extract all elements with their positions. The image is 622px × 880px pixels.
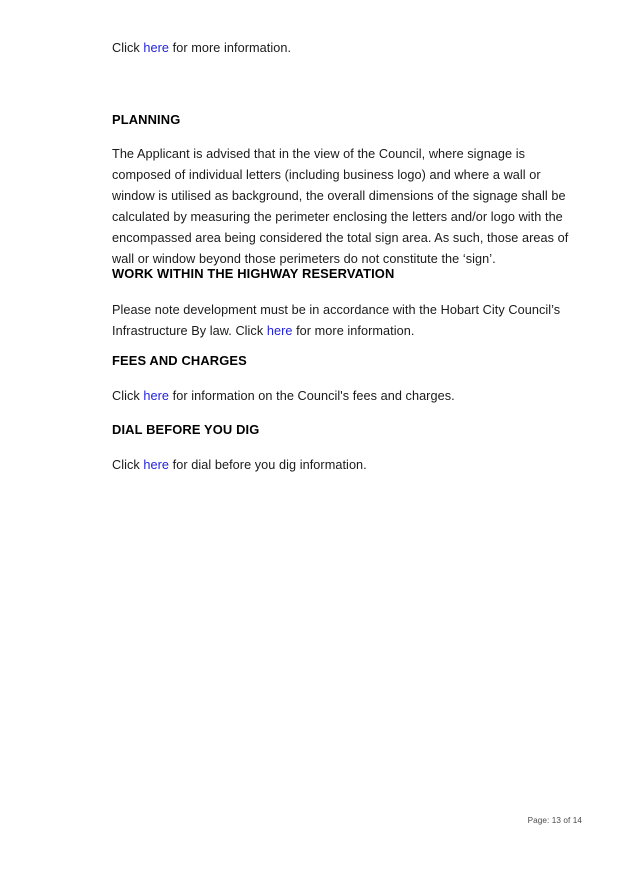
highway-body-suffix-text: for more information. [292, 324, 415, 338]
section-body-planning: The Applicant is advised that in the view of the Council, where signage is composed of individual letters (including business logo) and where a wall or window is utilised as background, the overall dimensions of the signage shall be calculated by measuring the perimeter enclosing the letters and/or logo with the encompassed area being considered the total sign area. As such, those areas of wall or window beyond those perimeters do not constitute the ‘sign’. [112, 147, 569, 266]
dial-body-suffix-text: for dial before you dig information. [169, 458, 367, 472]
intro-here-link[interactable]: here [143, 41, 170, 55]
section-heading-fees-and-charges: FEES AND CHARGES [112, 353, 247, 368]
intro-paragraph [112, 38, 582, 59]
highway-body-prefix-text: Please note development must be in accordance with the Hobart City Council’s Infrastructure By law. Click [112, 303, 561, 338]
page-number-footer: Page: 13 of 14 [527, 816, 582, 825]
section-body-fees-and-charges [112, 386, 582, 407]
section-heading-planning: PLANNING [112, 112, 181, 127]
highway-here-link[interactable]: here [266, 324, 293, 338]
intro-prefix-text: Click [112, 41, 144, 55]
fees-body-prefix-text: Click [112, 389, 144, 403]
section-body-dial-before-you-dig [112, 455, 582, 476]
dial-body-prefix-text: Click [112, 458, 144, 472]
fees-body-suffix-text: for information on the Council's fees and charges. [169, 389, 455, 403]
section-heading-dial-before-you-dig: DIAL BEFORE YOU DIG [112, 422, 260, 437]
section-body-highway-reservation [112, 300, 582, 342]
intro-suffix-text: for more information. [169, 41, 292, 55]
fees-here-link[interactable]: here [143, 389, 170, 403]
dial-here-link[interactable]: here [143, 458, 170, 472]
section-heading-highway-reservation: WORK WITHIN THE HIGHWAY RESERVATION [112, 266, 395, 281]
